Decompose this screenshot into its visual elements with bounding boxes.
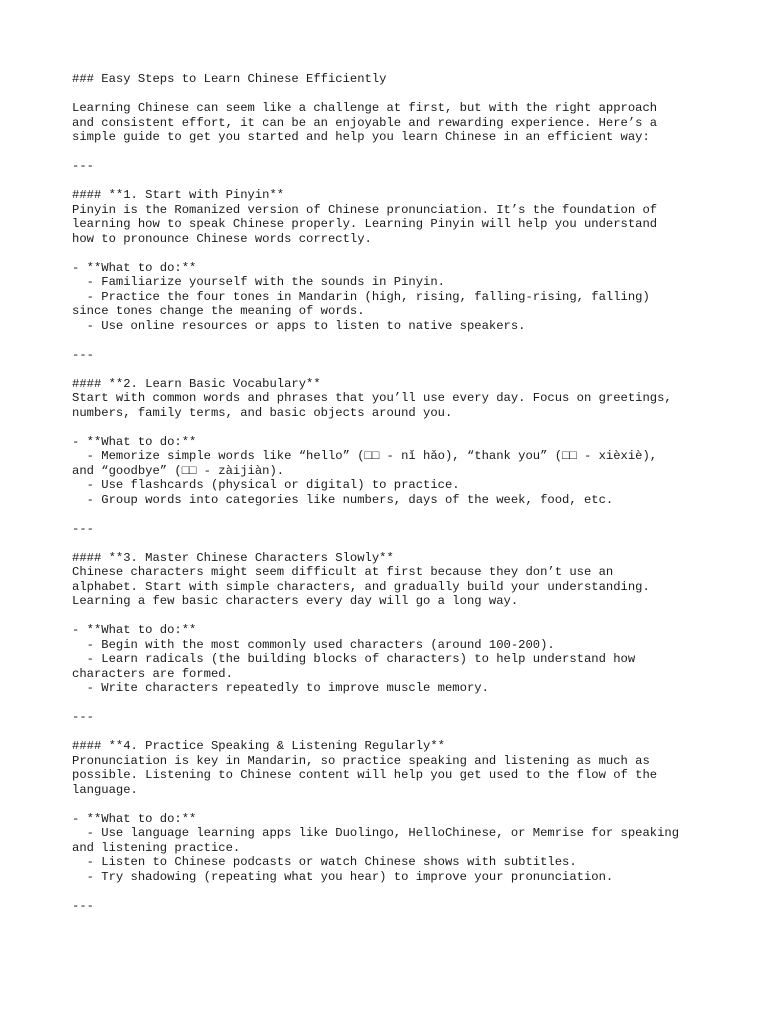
section-heading: #### **2. Learn Basic Vocabulary** (72, 376, 321, 391)
text-line: and consistent effort, it can be an enjoyable and rewarding experience. Here’s a (72, 115, 658, 130)
text-line: alphabet. Start with simple characters, and gradually build your understanding. (72, 579, 650, 594)
list-item: - Use online resources or apps to listen to native speakers. (72, 318, 526, 333)
text-line: learning how to speak Chinese properly. Learning Pinyin will help you understand (72, 217, 658, 231)
list-item: - Try shadowing (repeating what you hear) to improve your pronunciation. (72, 869, 614, 884)
text-line: Pinyin is the Romanized version of Chinese pronunciation. It’s the foundation of (72, 202, 658, 217)
blank-line (72, 87, 752, 102)
list-item: - Familiarize yourself with the sounds in Pinyin. (72, 275, 445, 289)
list-label: - **What to do:** (72, 811, 197, 826)
document-title: ### Easy Steps to Learn Chinese Efficiently (72, 72, 387, 86)
blank-line (72, 797, 752, 812)
list-item: - Use flashcards (physical or digital) to practice. (72, 478, 460, 492)
divider-line: --- (72, 521, 94, 536)
text-line: and listening practice. (72, 840, 241, 855)
document-body (72, 72, 752, 913)
list-label: - **What to do:** (72, 434, 197, 449)
list-item: - Listen to Chinese podcasts or watch Chinese shows with subtitles. (72, 855, 577, 869)
blank-line (72, 174, 752, 189)
text-line: simple guide to get you started and help you learn Chinese in an efficient way: (72, 130, 650, 144)
list-item: - Write characters repeatedly to improve muscle memory. (72, 681, 489, 695)
list-label: - **What to do:** (72, 623, 197, 637)
divider-line: --- (72, 710, 94, 724)
blank-line (72, 609, 752, 624)
section-heading: #### **1. Start with Pinyin** (72, 188, 285, 202)
text-line: possible. Listening to Chinese content will help you get used to the flow of the (72, 768, 658, 782)
text-line: numbers, family terms, and basic objects around you. (72, 405, 453, 420)
divider-line: --- (72, 347, 94, 362)
blank-line (72, 884, 752, 899)
divider-line: --- (72, 159, 94, 173)
section-heading: #### **4. Practice Speaking & Listening Regularly** (72, 739, 445, 753)
list-item: - Begin with the most commonly used characters (around 100-200). (72, 637, 555, 652)
blank-line (72, 362, 752, 377)
list-item: - Practice the four tones in Mandarin (high, rising, falling-rising, falling) (72, 289, 650, 304)
blank-line (72, 145, 752, 160)
text-line: Learning a few basic characters every day will go a long way. (72, 594, 519, 608)
text-line: Chinese characters might seem difficult at first because they don’t use an (72, 565, 614, 579)
text-line: Learning Chinese can seem like a challenge at first, but with the right approach (72, 101, 658, 115)
list-item: - Learn radicals (the building blocks of characters) to help understand how (72, 652, 636, 666)
text-line: since tones change the meaning of words. (72, 304, 365, 318)
text-line: characters are formed. (72, 666, 233, 681)
blank-line (72, 536, 752, 551)
blank-line (72, 725, 752, 740)
list-item: - Use language learning apps like Duolingo, HelloChinese, or Memrise for speaking (72, 826, 680, 840)
list-item: - Memorize simple words like “hello” (□□ - nǐ hǎo), “thank you” (□□ - xièxiè), (72, 449, 658, 463)
divider-line: --- (72, 898, 94, 913)
section-heading: #### **3. Master Chinese Characters Slowly** (72, 550, 394, 565)
blank-line (72, 507, 752, 522)
blank-line (72, 420, 752, 435)
blank-line (72, 333, 752, 348)
text-line: and “goodbye” (□□ - zàijiàn). (72, 463, 285, 478)
text-line: how to pronounce Chinese words correctly. (72, 231, 372, 246)
blank-line (72, 696, 752, 711)
list-item: - Group words into categories like numbers, days of the week, food, etc. (72, 492, 614, 507)
blank-line (72, 246, 752, 261)
text-line: language. (72, 782, 138, 797)
list-label: - **What to do:** (72, 260, 197, 275)
text-line: Start with common words and phrases that you’ll use every day. Focus on greetings, (72, 391, 672, 405)
text-line: Pronunciation is key in Mandarin, so practice speaking and listening as much as (72, 753, 650, 768)
